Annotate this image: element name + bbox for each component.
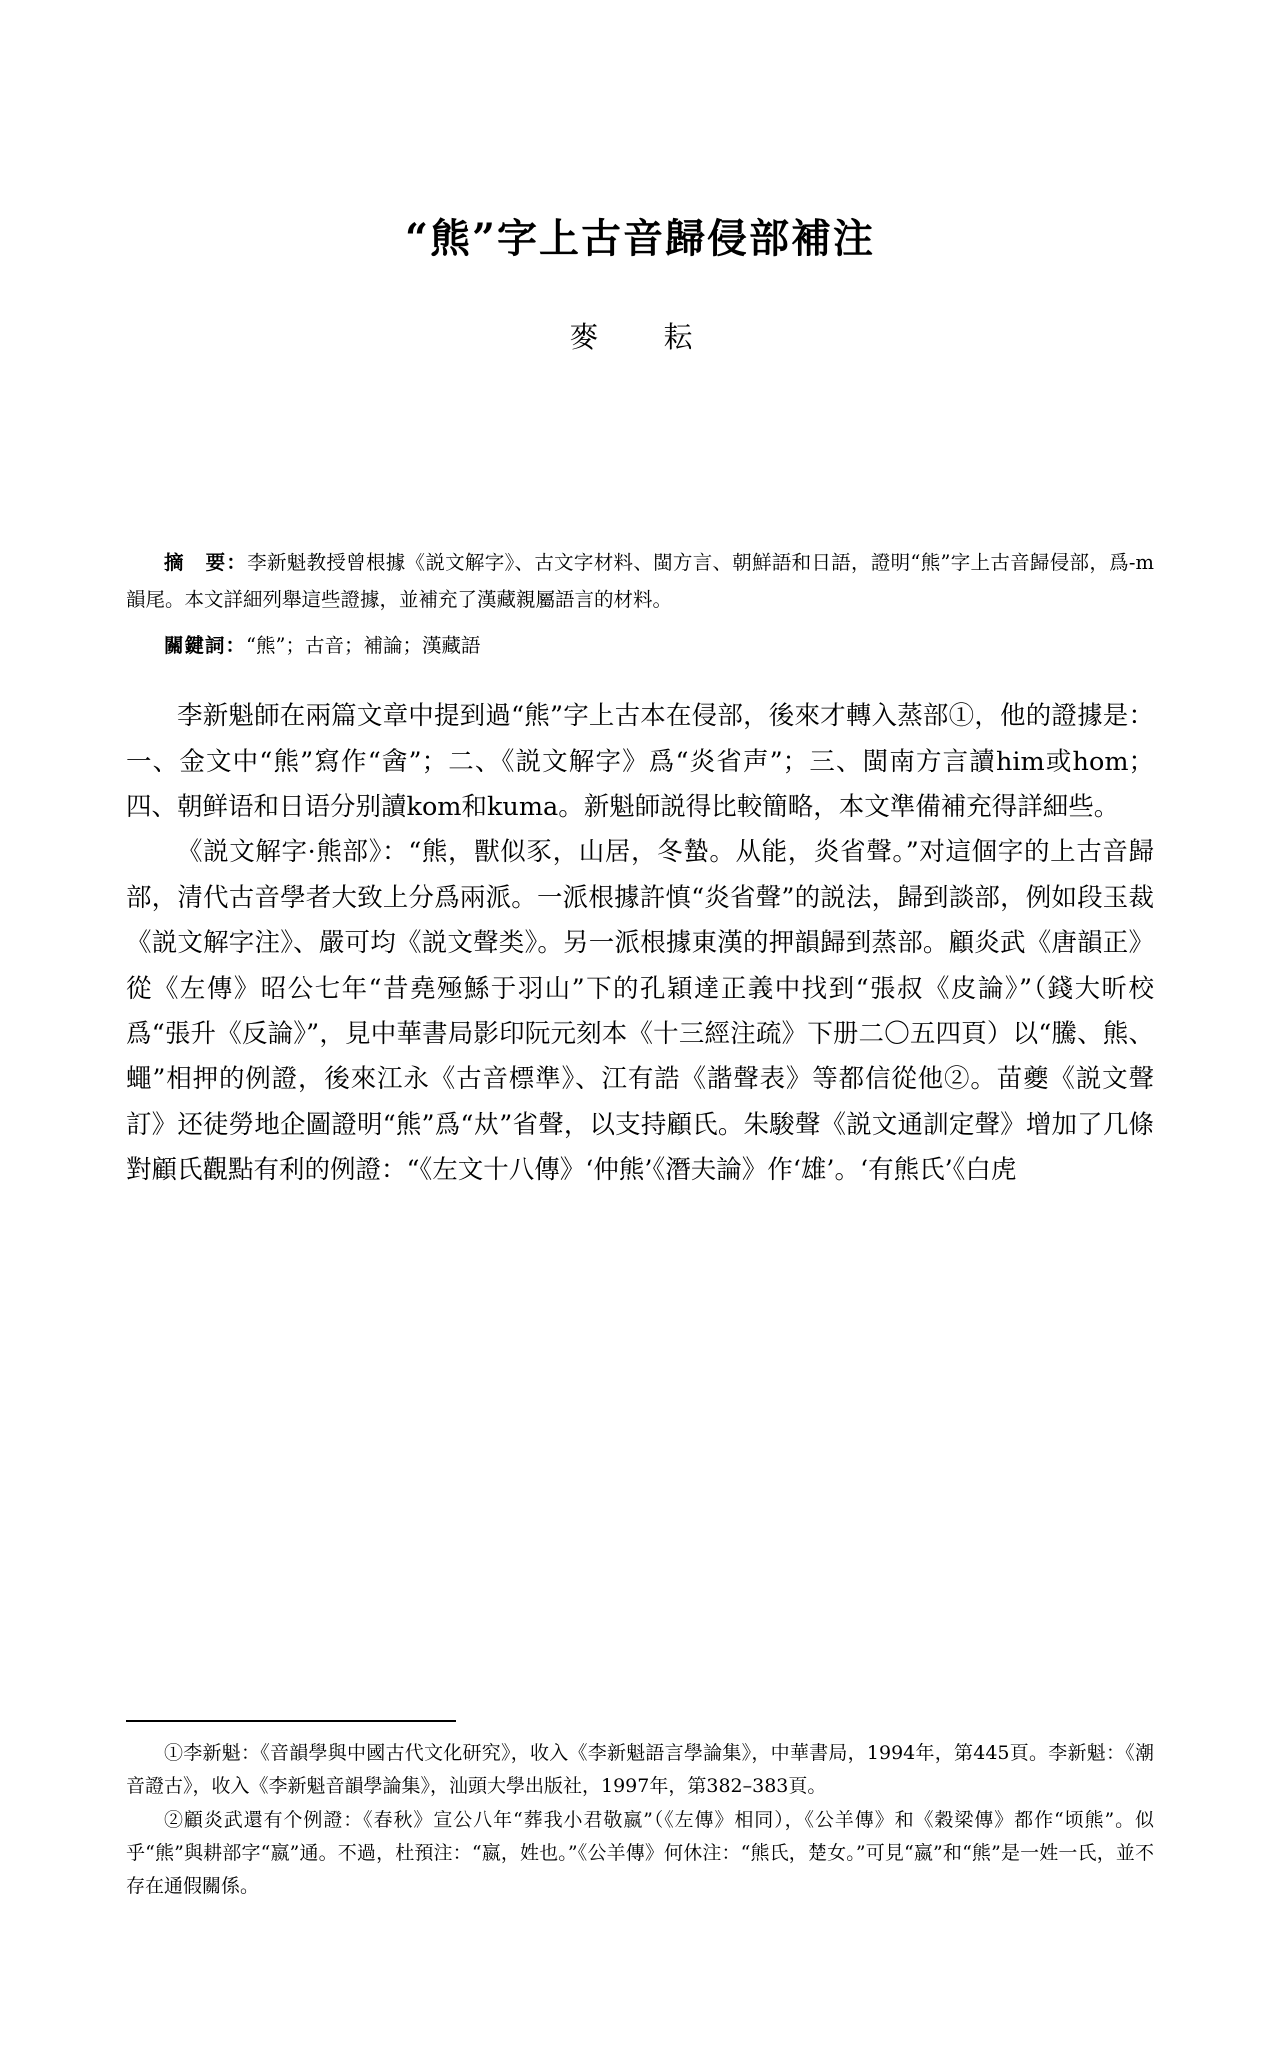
abstract-paragraph: [126, 544, 1154, 619]
keywords-text: “熊”；古音；補論；漢藏語: [246, 633, 481, 657]
article-body: [126, 694, 1154, 1193]
body-paragraph-2-text: 《説文解字·熊部》：“熊，獸似豕，山居，冬蟄。从能，炎省聲。”对這個字的上古音歸部，清代古音學者大致上分爲兩派。一派根據許慎“炎省聲”的説法，歸到談部，例如段玉裁《説文解字注》、嚴可均《説文聲类》。另一派根據東漢的押韻歸到蒸部。顧炎武《唐韻正》從《左傳》昭公七年“昔堯殛鯀于羽山”下的孔穎達正義中找到“張叔《皮論》”（錢大昕校爲“張升《反論》”，見中華書局影印阮元刻本《十三經注疏》下册二〇五四頁）以“騰、熊、蠅”相押的例證，後來江永《古音標準》、江有誥《諧聲表》等都信從他②。苗夔《説文聲訂》还徒勞地企圖證明“熊”爲“夶”省聲，以支持顧氏。朱駿聲《説文通訓定聲》增加了几條對顧氏觀點有利的例證：“《左文十八傳》‘仲熊’《潛夫論》作‘雄’。‘有熊氏’《白虎: [126, 837, 1154, 1186]
keywords-label: 關鍵詞：: [164, 633, 247, 657]
keywords-paragraph: [126, 627, 1154, 664]
abstract-text: 李新魁教授曾根據《説文解字》、古文字材料、閩方言、朝鮮語和日語，證明“熊”字上古音歸侵部，爲-m韻尾。本文詳細列舉這些證據，並補充了漢藏親屬語言的材料。: [126, 551, 1154, 612]
abstract-label: 摘 要：: [164, 551, 248, 574]
footnotes-section: [126, 1737, 1154, 1904]
paper-page: [0, 215, 1280, 2048]
body-paragraph-1: [126, 694, 1154, 830]
footnote-2: ②顧炎武還有个例證：《春秋》宣公八年“葬我小君敬嬴”（《左傳》相同），《公羊傳》和《穀梁傳》都作“顷熊”。似乎“熊”與耕部字“嬴”通。不過，杜預注：“嬴，姓也。”《公羊傳》何休注：“熊氏，楚女。”可見“嬴”和“熊”是一姓一氏，並不存在通假關係。: [126, 1809, 1154, 1897]
author-name: 麥 耘: [569, 320, 711, 354]
abstract-section: [126, 544, 1154, 664]
body-paragraph-2: [126, 830, 1154, 1193]
footnote-1: ①李新魁：《音韻學與中國古代文化研究》，收入《李新魁語言學論集》，中華書局，1994年，第445頁。李新魁：《潮音證古》，收入《李新魁音韻學論集》，汕頭大學出版社，1997年，第382–383頁。: [126, 1742, 1154, 1797]
footnote-divider: [126, 1720, 456, 1722]
body-paragraph-1-text: 李新魁師在兩篇文章中提到過“熊”字上古本在侵部，後來才轉入蒸部①，他的證據是：一、金文中“熊”寫作“酓”；二、《説文解字》爲“炎省声”；三、閩南方言讀him或hom；四、朝鲜语和日语分别讀kom和kuma。新魁師説得比較簡略，本文準備補充得詳細些。: [126, 701, 1154, 823]
page-title: “熊”字上古音歸侵部補注: [404, 215, 875, 262]
